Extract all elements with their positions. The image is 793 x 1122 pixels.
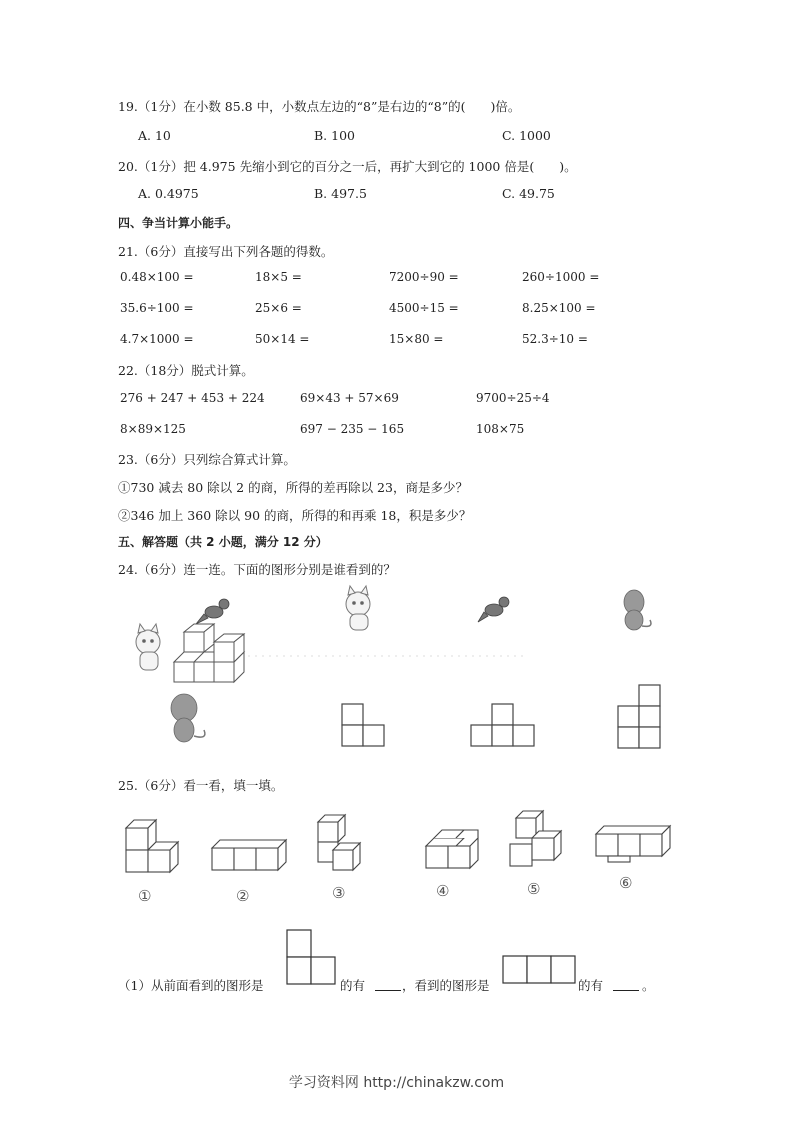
cat-observer-icon xyxy=(346,586,370,630)
bird-observer-icon xyxy=(478,597,509,622)
q24-text: 24.（6分）连一连。下面的图形分别是谁看到的？ xyxy=(118,562,396,577)
q21-item: 18×5 = xyxy=(255,270,302,284)
q21-item: 4500÷15 = xyxy=(389,301,459,315)
q22-text: 22.（18分）脱式计算。 xyxy=(118,363,254,378)
q19-option-b: B. 100 xyxy=(314,128,355,143)
q22-item: 697 − 235 − 165 xyxy=(300,422,405,436)
q19-option-a: A. 10 xyxy=(138,128,171,143)
view-shape-column xyxy=(618,685,660,748)
q19-text: 19.（1分）在小数 85.8 中，小数点左边的“8”是右边的“8”的( )倍。 xyxy=(118,99,521,114)
q20-text: 20.（1分）把 4.975 先缩小到它的百分之一后，再扩大到它的 1000 倍是( )。 xyxy=(118,159,577,174)
q20-option-c: C. 49.75 xyxy=(502,186,555,201)
cube-figure-6 xyxy=(596,826,670,862)
q23-item-2: ②346 加上 360 除以 90 的商，所得的和再乘 18，积是多少？ xyxy=(118,508,472,523)
q21-item: 7200÷90 = xyxy=(389,270,459,284)
q20-option-a: A. 0.4975 xyxy=(138,186,199,201)
cube-figure-4 xyxy=(426,830,478,868)
q21-item: 15×80 = xyxy=(389,332,444,346)
cube-stack-drawing xyxy=(174,624,244,682)
section5-title: 五、解答题（共 2 小题，满分 12 分） xyxy=(118,535,328,549)
q22-item: 276 + 247 + 453 + 224 xyxy=(120,391,265,405)
answer-blank-2[interactable] xyxy=(613,980,639,991)
footer-watermark: 学习资料网 http://chinakzw.com xyxy=(288,1075,505,1091)
q21-item: 260÷1000 = xyxy=(522,270,600,284)
q20-option-b: B. 497.5 xyxy=(314,186,367,201)
q25-text: 25.（6分）看一看，填一填。 xyxy=(118,778,284,793)
q23-text: 23.（6分）只列综合算式计算。 xyxy=(118,452,296,467)
q21-item: 52.3÷10 = xyxy=(522,332,588,346)
view-shape-t xyxy=(471,704,534,746)
figure-label-3: ③ xyxy=(332,884,346,902)
q19-option-c: C. 1000 xyxy=(502,128,551,143)
view-shape-l xyxy=(342,704,384,746)
q21-text: 21.（6分）直接写出下列各题的得数。 xyxy=(118,244,334,259)
q21-item: 4.7×1000 = xyxy=(120,332,194,346)
cube-figure-2 xyxy=(212,840,286,870)
cube-figure-1 xyxy=(126,820,178,872)
figure-label-4: ④ xyxy=(436,882,450,900)
q25-cube-figures xyxy=(118,808,678,883)
bird-observer-icon xyxy=(196,599,229,624)
section4-title: 四、争当计算小能手。 xyxy=(118,216,239,230)
q25-shape-row xyxy=(502,955,576,987)
q22-item: 108×75 xyxy=(476,422,525,436)
q21-item: 0.48×100 = xyxy=(120,270,194,284)
q24-figure xyxy=(118,590,678,760)
cube-figure-3 xyxy=(318,815,360,870)
q22-item: 8×89×125 xyxy=(120,422,186,436)
q23-item-1: ①730 减去 80 除以 2 的商，所得的差再除以 23，商是多少？ xyxy=(118,480,468,495)
q21-item: 35.6÷100 = xyxy=(120,301,194,315)
q21-item: 8.25×100 = xyxy=(522,301,596,315)
q22-item: 9700÷25÷4 xyxy=(476,391,550,405)
figure-label-2: ② xyxy=(236,887,250,905)
q25-sub1-part-e: 。 xyxy=(642,978,655,993)
cat-observer-icon xyxy=(136,624,160,670)
q25-sub1-part-d: 的有 xyxy=(578,978,604,993)
q21-item: 25×6 = xyxy=(255,301,302,315)
figure-label-1: ① xyxy=(138,887,152,905)
q21-item: 50×14 = xyxy=(255,332,310,346)
monkey-observer-icon xyxy=(624,590,651,630)
cube-figure-5 xyxy=(510,811,561,866)
answer-blank-1[interactable] xyxy=(375,980,401,991)
monkey-observer-icon xyxy=(171,694,205,742)
q22-item: 69×43 + 57×69 xyxy=(300,391,399,405)
figure-label-5: ⑤ xyxy=(527,880,541,898)
figure-label-6: ⑥ xyxy=(619,874,633,892)
q25-sub1-part-c: ，看到的图形是 xyxy=(402,978,490,993)
q25-sub1-part-a: （1）从前面看到的图形是 xyxy=(118,978,264,993)
q25-shape-l xyxy=(286,929,338,993)
q25-sub1-part-b: 的有 xyxy=(340,978,366,993)
